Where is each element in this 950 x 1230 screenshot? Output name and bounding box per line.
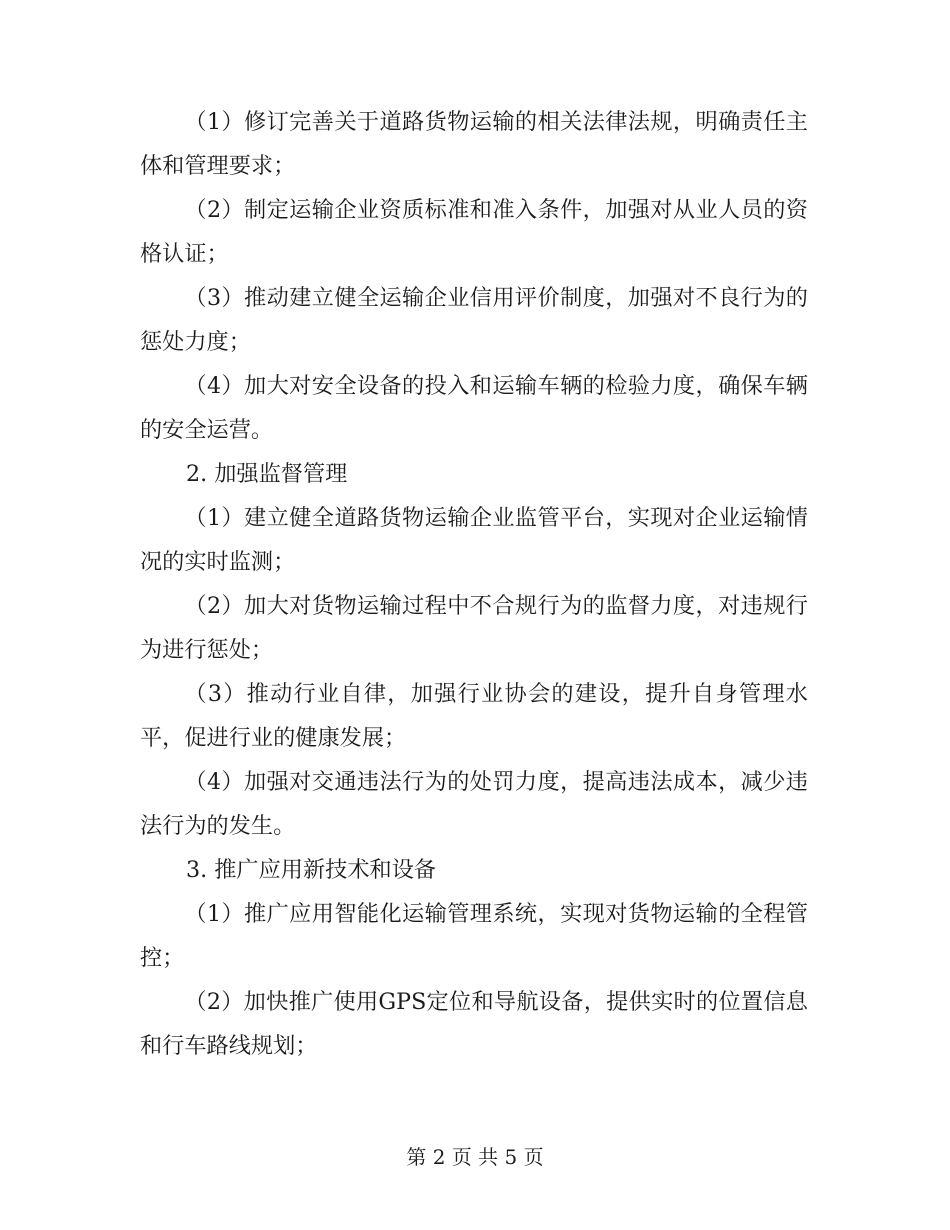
paragraph-2-1: （1）建立健全道路货物运输企业监管平台，实现对企业运输情况的实时监测； <box>140 505 808 575</box>
paragraph-3-2: （2）加快推广使用GPS定位和导航设备，提供实时的位置信息和行车路线规划； <box>140 989 808 1059</box>
section-heading-2: 2. 加强监督管理 <box>186 461 348 487</box>
paragraph-1-2: （2）制定运输企业资质标准和准入条件，加强对从业人员的资格认证； <box>140 197 808 267</box>
paragraph-1-3: （3）推动建立健全运输企业信用评价制度，加强对不良行为的惩处力度； <box>140 285 808 355</box>
paragraph-1-4: （4）加大对安全设备的投入和运输车辆的检验力度，确保车辆的安全运营。 <box>140 373 808 443</box>
paragraph-2-4: （4）加强对交通违法行为的处罚力度，提高违法成本，减少违法行为的发生。 <box>140 769 808 839</box>
paragraph-3-1: （1）推广应用智能化运输管理系统，实现对货物运输的全程管控； <box>140 901 808 971</box>
paragraph-2-3: （3）推动行业自律，加强行业协会的建设，提升自身管理水平，促进行业的健康发展； <box>140 681 808 751</box>
page-number-footer: 第 2 页 共 5 页 <box>406 1145 544 1169</box>
document-body <box>140 100 808 1068</box>
section-heading-3: 3. 推广应用新技术和设备 <box>186 857 437 883</box>
paragraph-2-2: （2）加大对货物运输过程中不合规行为的监督力度，对违规行为进行惩处； <box>140 593 808 663</box>
paragraph-1-1: （1）修订完善关于道路货物运输的相关法律法规，明确责任主体和管理要求； <box>140 109 808 179</box>
